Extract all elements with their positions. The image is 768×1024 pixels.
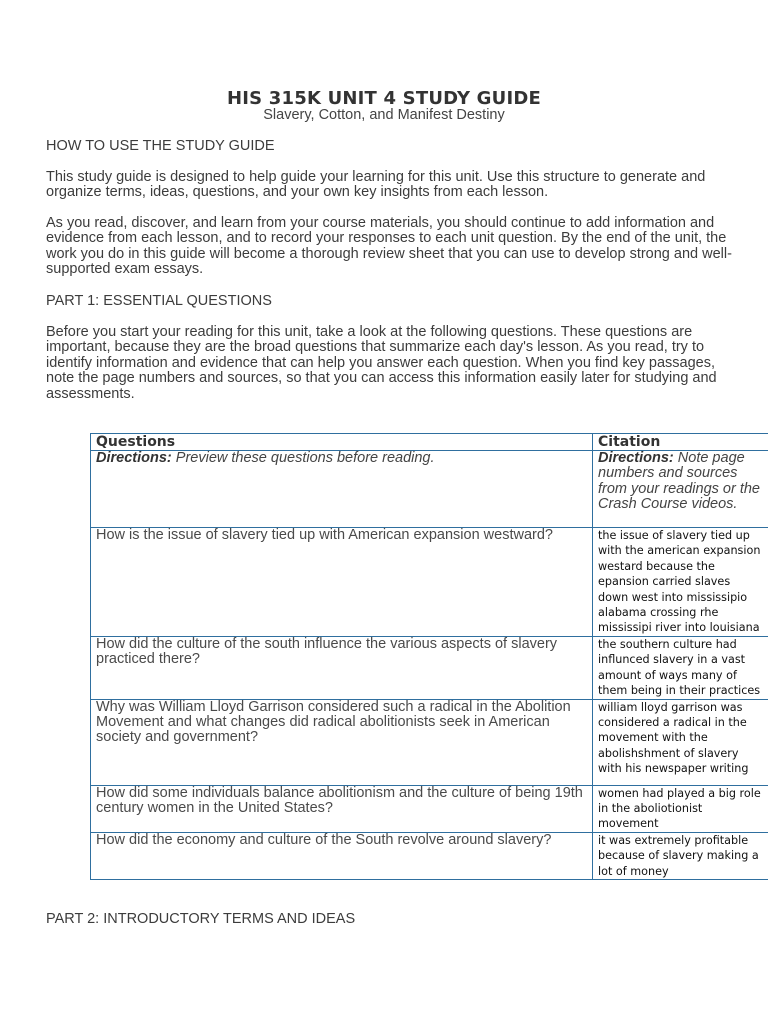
directions-text: Preview these questions before reading. (171, 450, 435, 466)
document-subtitle: Slavery, Cotton, and Manifest Destiny (263, 107, 505, 123)
document-title: HIS 315K UNIT 4 STUDY GUIDE (226, 88, 541, 109)
citation-directions (593, 451, 768, 528)
table-header-row (91, 434, 768, 451)
part2-heading: PART 2: INTRODUCTORY TERMS AND IDEAS (46, 911, 356, 927)
question-cell: How did the economy and culture of the South revolve around slavery? (91, 832, 593, 879)
citation-column-header: Citation (593, 434, 768, 451)
how-to-heading: HOW TO USE THE STUDY GUIDE (46, 138, 275, 154)
question-cell: How did the culture of the south influence the various aspects of slavery practiced there? (91, 637, 593, 700)
table-row (91, 699, 768, 785)
question-cell: Why was William Lloyd Garrison considered such a radical in the Abolition Movement and what changes did radical abolitionists seek in American society and government? (91, 699, 593, 785)
citation-answer-cell[interactable]: the issue of slavery tied up with the american expansion westard because the epansion carried slaves down west into mississipio alabama crossing rhe mississipi river into louisiana (593, 528, 768, 637)
table-row (91, 785, 768, 832)
question-cell: How is the issue of slavery tied up with American expansion westward? (91, 528, 593, 637)
table-row (91, 528, 768, 637)
directions-label: Directions: (598, 450, 674, 466)
citation-answer-cell[interactable]: william lloyd garrison was considered a radical in the movement with the abolishshment of slavery with his newspaper writing (593, 699, 768, 785)
reading-paragraph: As you read, discover, and learn from your course materials, you should continue to add information and evidence from each lesson, and to record your responses to each unit question. By the end of the unit, the work you do in this guide will become a thorough review sheet that you can use to develop strong and well-supported exam essays. (46, 215, 732, 278)
question-cell: How did some individuals balance abolitionism and the culture of being 19th century women in the United States? (91, 785, 593, 832)
table-row (91, 637, 768, 700)
directions-row (91, 451, 768, 528)
part1-heading: PART 1: ESSENTIAL QUESTIONS (46, 293, 272, 309)
questions-column-header: Questions (91, 434, 593, 451)
questions-intro-paragraph: Before you start your reading for this unit, take a look at the following questions. These questions are important, because they are the broad questions that summarize each day's lesson. As you read, try to identify information and evidence that can help you answer each question. When you find key passages, note the page numbers and sources, so that you can access this information easily later for studying and assessments. (46, 324, 717, 402)
directions-label: Directions: (96, 450, 172, 466)
citation-answer-cell[interactable]: the southern culture had influnced slavery in a vast amount of ways many of them being in their practices (593, 637, 768, 700)
directions-text: Note page numbers and sources from your readings or the Crash Course videos. (598, 450, 760, 513)
intro-paragraph: This study guide is designed to help guide your learning for this unit. Use this structure to generate and organize terms, ideas, questions, and your own key insights from each lesson. (46, 169, 706, 201)
table-row (91, 832, 768, 879)
citation-answer-cell[interactable]: women had played a big role in the aboliotionist movement (593, 785, 768, 832)
questions-directions (91, 451, 593, 528)
citation-answer-cell[interactable]: it was extremely profitable because of slavery making a lot of money (593, 832, 768, 879)
essential-questions-table (90, 433, 768, 880)
